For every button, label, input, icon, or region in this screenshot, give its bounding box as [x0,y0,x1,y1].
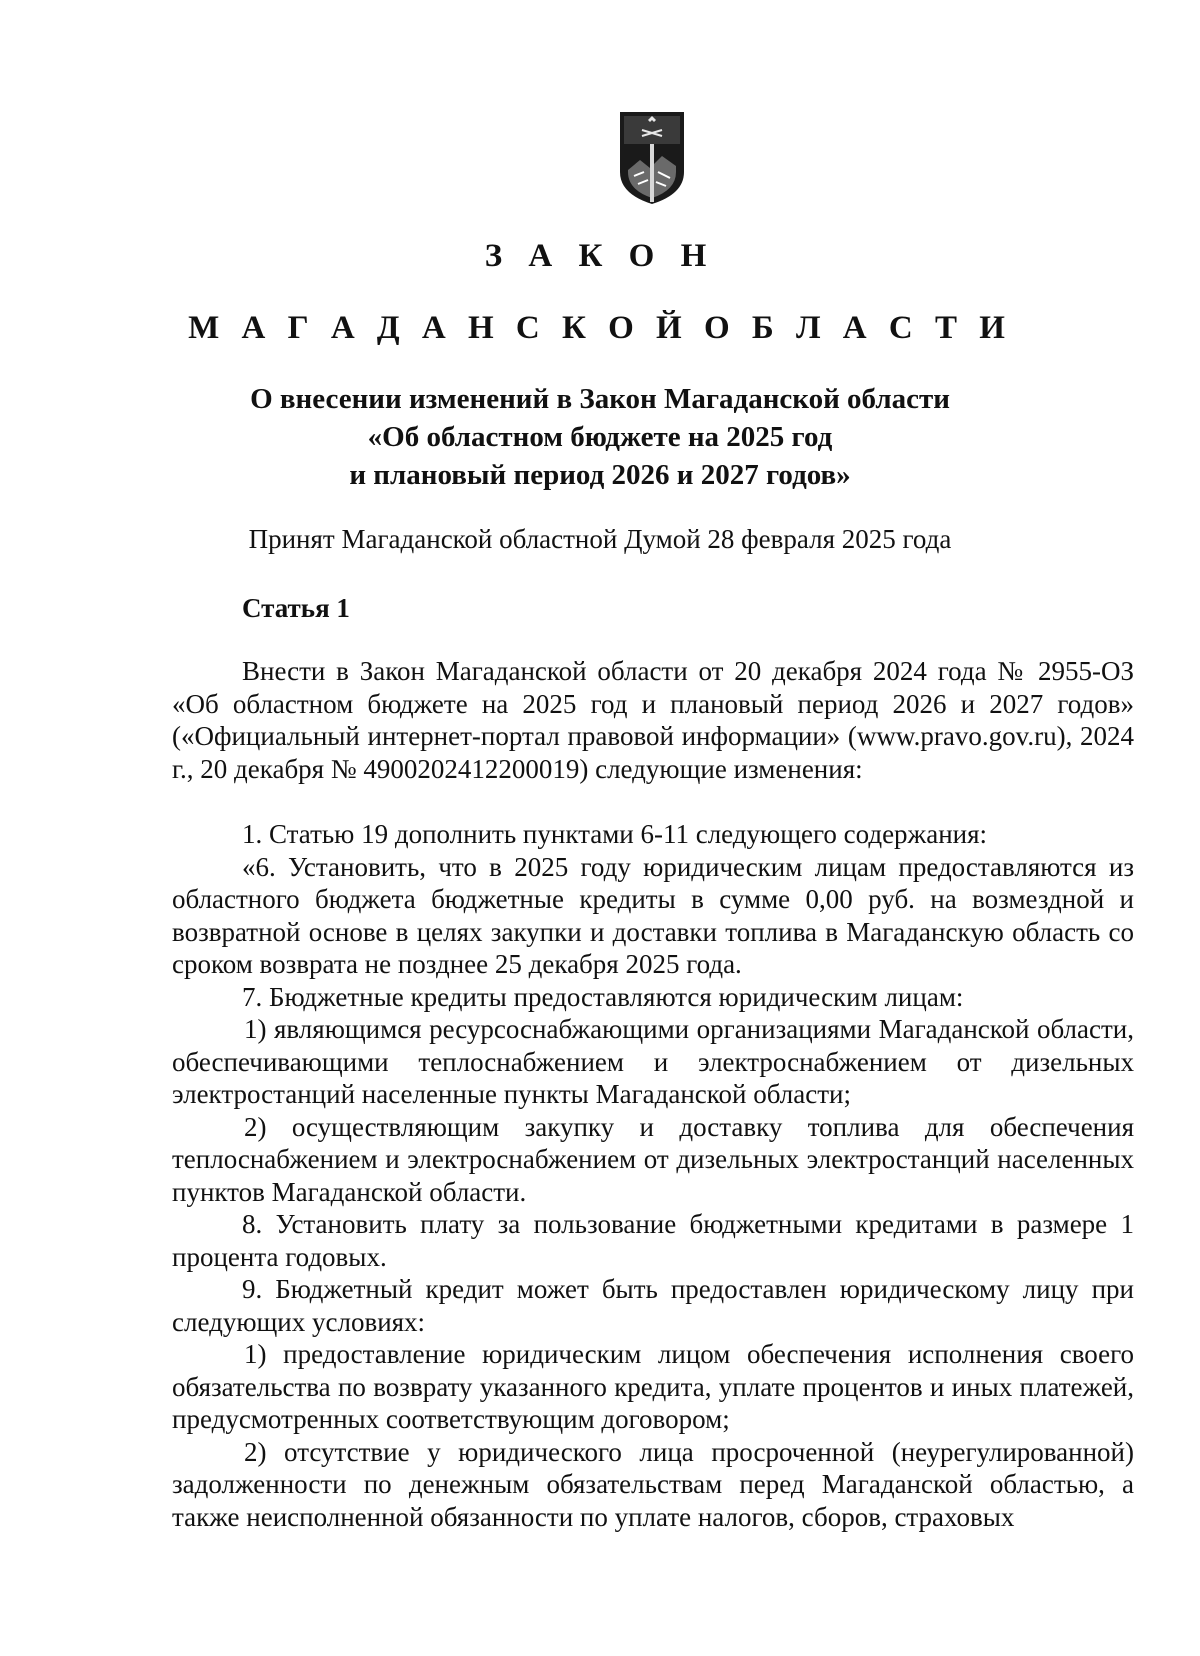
amendment-paragraph: 8. Установить плату за пользование бюджетными кредитами в размере 1 процента годовых. [172,1209,1134,1272]
coat-of-arms-icon [618,110,686,206]
amendment-paragraph: 7. Бюджетные кредиты предоставляются юридическим лицам: [242,981,964,1012]
document-title [0,380,1200,494]
region-heading: М А Г А Д А Н С К О Й О Б Л А С Т И [188,310,1012,346]
amendment-subparagraph: 1) предоставление юридическим лицом обеспечения исполнения своего обязательства по возврату указанного кредита, уплате процентов и иных платежей, предусмотренных соответствующим договором; [172,1339,1134,1434]
amendment-paragraph: 1. Статью 19 дополнить пунктами 6-11 следующего содержания: [242,819,988,849]
document-type-heading: З А К О Н [484,238,716,274]
amendment-subparagraph: 1) являющимся ресурсоснабжающими организациями Магаданской области, обеспечивающими теплоснабжением и электроснабжением от дизельных электростанций населенные пункты Магаданской области; [172,1014,1134,1109]
article-intro [172,655,1134,785]
article-heading: Статья 1 [242,593,350,623]
amendments-list [172,818,1134,1533]
amendment-paragraph: 9. Бюджетный кредит может быть предоставлен юридическому лицу при следующих условиях: [172,1274,1134,1337]
title-line: О внесении изменений в Закон Магаданской области [250,383,950,415]
title-line: «Об областном бюджете на 2025 год [367,421,833,453]
intro-paragraph: Внести в Закон Магаданской области от 20 декабря 2024 года № 2955-ОЗ «Об областном бюджете на 2025 год и плановый период 2026 и 2027 годов» («Официальный интернет-портал правовой информации» (www.pravo.gov.ru), 2024 г., 20 декабря № 4900202412200019) следующие изменения: [172,656,1134,784]
amendment-paragraph: «6. Установить, что в 2025 году юридическим лицам предоставляются из областного бюджета бюджетные кредиты в сумме 0,00 руб. на возмездной и возвратной основе в целях закупки и доставки топлива в Магаданскую область со сроком возврата не позднее 25 декабря 2025 года. [172,851,1134,979]
amendment-subparagraph: 2) осуществляющим закупку и доставку топлива для обеспечения теплоснабжением и электроснабжением от дизельных электростанций населенных пунктов Магаданской области. [172,1111,1134,1207]
amendment-subparagraph: 2) отсутствие у юридического лица просроченной (неурегулированной) задолженности по денежным обязательствам перед Магаданской областью, а также неисполненной обязанности по уплате налогов, сборов, страховых [172,1436,1134,1532]
title-line: и плановый период 2026 и 2027 годов» [349,459,851,491]
adoption-note: Принят Магаданской областной Думой 28 февраля 2025 года [248,524,952,554]
